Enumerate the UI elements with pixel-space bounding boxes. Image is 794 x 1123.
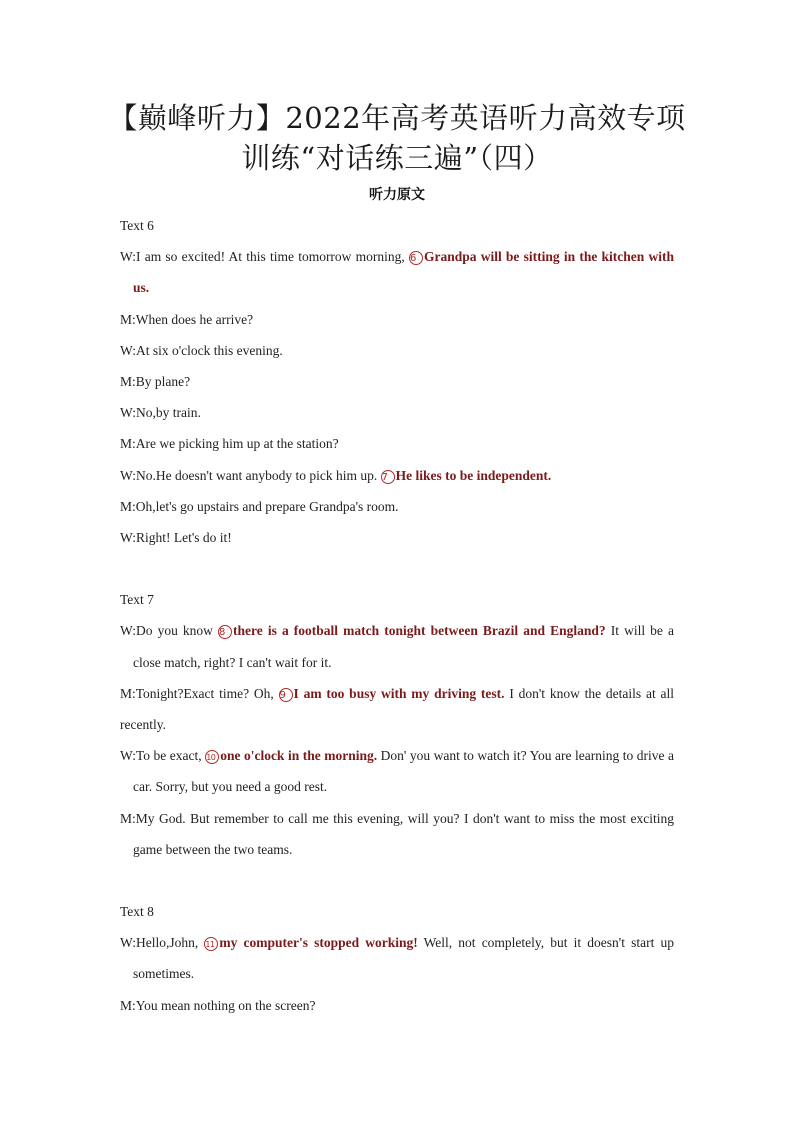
text6-label: Text 6 — [120, 218, 154, 233]
dialogue-text: W:Do you know — [120, 623, 219, 639]
text6-line-9: W:Right! Let's do it! — [120, 530, 232, 546]
text6-line-4: M:By plane? — [120, 374, 191, 390]
dialogue-text: M:Tonight?Exact time? Oh, — [120, 685, 279, 701]
question-number-badge: 8 — [218, 625, 232, 639]
dialogue-text: Well, not completely, but it doesn't start up sometimes. — [133, 935, 674, 982]
question-number-badge: 7 — [381, 470, 395, 484]
answer-highlight: there is a football match tonight between Brazil and England? — [233, 623, 606, 639]
dialogue-text: Don' you want to watch it? You are learning to drive a car. Sorry, but you need a good rest. — [133, 748, 675, 795]
text8-line-2: M:You mean nothing on the screen? — [120, 997, 316, 1013]
answer-highlight: I am too busy with my driving test. — [293, 685, 505, 701]
answer-highlight: He likes to be independent. — [395, 467, 552, 483]
question-number-badge: 9 — [279, 688, 293, 702]
dialogue-text: W:Hello,John, — [120, 935, 205, 951]
text7-line-1 — [120, 615, 674, 677]
text6-line-2: M:When does he arrive? — [120, 311, 254, 327]
text7-label: Text 7 — [120, 592, 154, 608]
answer-highlight: my computer's stopped working! — [219, 935, 418, 951]
document-title-line-2: 训练“对话练三遍”（四） — [241, 141, 553, 175]
document-title-line-1: 【巅峰听力】2022年高考英语听力高效专项 — [108, 101, 686, 135]
dialogue-text: W:No.He doesn't want anybody to pick him up. — [120, 467, 381, 483]
answer-highlight: Grandpa will be sitting in the kitchen with us. — [133, 249, 674, 296]
text6-line-5: W:No,by train. — [120, 405, 201, 421]
text6-line-1 — [120, 241, 674, 303]
section-gap — [120, 553, 674, 584]
text6-line-8: M:Oh,let's go upstairs and prepare Grandpa's room. — [120, 498, 399, 514]
dialogue-text: W:I am so excited! At this time tomorrow morning, — [120, 249, 409, 265]
text8-line-1 — [120, 927, 674, 989]
dialogue-text: I don't know the details at all recently. — [120, 685, 674, 733]
text6-line-6: M:Are we picking him up at the station? — [120, 436, 339, 452]
dialogue-text: W:To be exact, — [120, 748, 206, 764]
question-number-badge: 10 — [205, 750, 219, 764]
text7-line-2 — [120, 678, 674, 740]
transcript-body — [120, 210, 674, 1021]
text6-line-7 — [120, 460, 674, 491]
text6-line-3: W:At six o'clock this evening. — [120, 342, 283, 358]
question-number-badge: 6 — [409, 251, 423, 265]
text7-line-3 — [120, 740, 674, 802]
text7-line-4: M:My God. But remember to call me this evening, will you? I don't want to miss the most exciting game between the two teams. — [120, 810, 674, 857]
section-gap — [120, 865, 674, 896]
dialogue-text: It will be a close match, right? I can't wait for it. — [133, 623, 674, 670]
text8-label: Text 8 — [120, 904, 154, 920]
section-subtitle: 听力原文 — [369, 187, 425, 203]
question-number-badge: 11 — [204, 937, 218, 951]
answer-highlight: one o'clock in the morning. — [220, 748, 378, 764]
